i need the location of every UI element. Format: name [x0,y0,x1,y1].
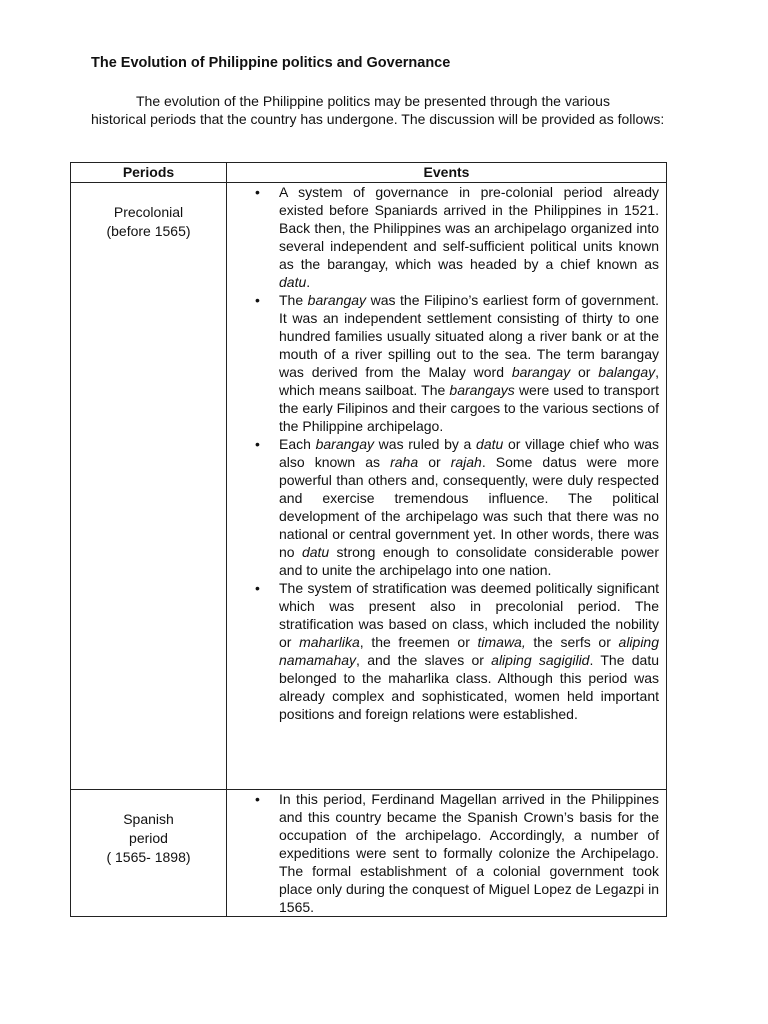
event-text-italic: barangay [511,364,571,380]
event-text-italic: barangays [449,382,515,398]
period-cell [71,183,227,790]
event-text: A system of governance in pre-colonial period already existed before Spaniards arrived in the Philippines in 1521. Back then, the Philippines was an archipelago organized into several independent and self-sufficient political units known as the barangay, which was headed by a chief known as [279,184,659,272]
events-cell [227,790,667,917]
bullet-icon: • [255,791,260,807]
event-text-italic: maharlika [299,634,360,650]
event-text-italic: datu [301,544,330,560]
event-text-italic: balangay [598,364,656,380]
table-row [71,183,667,790]
event-text-italic: rajah [450,454,482,470]
event-text: In this period, Ferdinand Magellan arrived in the Philippines and this country became the Spanish Crown’s basis for the occupation of the archipelago. Accordingly, a number of expeditions were sent to formally colonize the Archipelago. The formal establishment of a colonial government took place only during the conquest of Miguel Lopez de Legazpi in 1565. [279,791,659,915]
bullet-icon: • [255,436,260,452]
events-list [227,790,666,916]
document-title: The Evolution of Philippine politics and Governance [91,55,451,71]
period-label-line: Precolonial [113,204,184,220]
event-text-italic: aliping namamahay [279,634,660,668]
event-text: Each [279,436,316,452]
event-item [227,435,659,579]
event-item [227,579,659,723]
period-cell [71,790,227,917]
event-text-italic: raha [390,454,419,470]
event-text: , the freemen or [359,634,478,650]
period-label-line: (before 1565) [106,223,191,239]
period-label-line: Spanish [123,811,174,827]
header-events: Events [227,163,667,183]
event-text-italic: datu [476,436,504,452]
table-header-row [71,163,667,183]
period-label [71,183,226,241]
periods-events-table [70,162,667,917]
period-label-line: ( 1565- 1898) [106,849,191,865]
event-item [227,183,659,291]
event-text: was the Filipino’s earliest form of government. It was an independent settlement consisting of thirty to one hundred families usually situated along a river bank or at the mouth of a river spilling out to the sea. The term barangay was derived from the Malay word [279,292,660,380]
events-list [227,183,666,723]
event-text: , and the slaves or [356,652,492,668]
event-item [227,291,659,435]
event-text: strong enough to consolidate considerable power and to unite the archipelago into one nation. [279,544,659,578]
bullet-icon: • [255,292,260,308]
event-text-italic: aliping sagigilid [491,652,590,668]
event-text: The system of stratification was deemed politically significant which was present also in precolonial period. The stratification was based on class, which included the nobility or [279,580,659,650]
event-text: . [306,274,311,290]
bullet-icon: • [255,184,260,200]
event-text: were used to transport the early Filipinos and their cargoes to the various sections of the Philippine archipelago. [279,382,659,434]
event-text: , which means sailboat. The [279,364,659,398]
event-item [227,790,659,916]
event-text: or [570,364,599,380]
events-cell [227,183,667,790]
header-periods: Periods [71,163,227,183]
period-label-line: period [129,830,168,846]
event-text: or village chief who was also known as [279,436,659,470]
table-row [71,790,667,917]
event-text: . Some datus were more powerful than others and, consequently, were duly respected and exercise tremendous influence. The political development of the archipelago was such that there was no national or central government yet. In other words, there was no [279,454,660,560]
event-text-italic: datu [279,274,307,290]
event-text: The [279,292,308,308]
period-label [71,790,226,867]
event-text: . The datu belonged to the maharlika class. Although this period was already complex and sophisticated, women held important positions and foreign relations were established. [279,652,659,722]
bullet-icon: • [255,580,260,596]
event-text: was ruled by a [374,436,477,452]
event-text-italic: timawa, [477,634,526,650]
event-text: or [418,454,451,470]
intro-paragraph: The evolution of the Philippine politics may be presented through the various historical periods that the country has undergone. The discussion will be provided as follows: [91,93,665,127]
event-text: the serfs or [525,634,619,650]
event-text-italic: barangay [315,436,374,452]
event-text-italic: barangay [307,292,367,308]
